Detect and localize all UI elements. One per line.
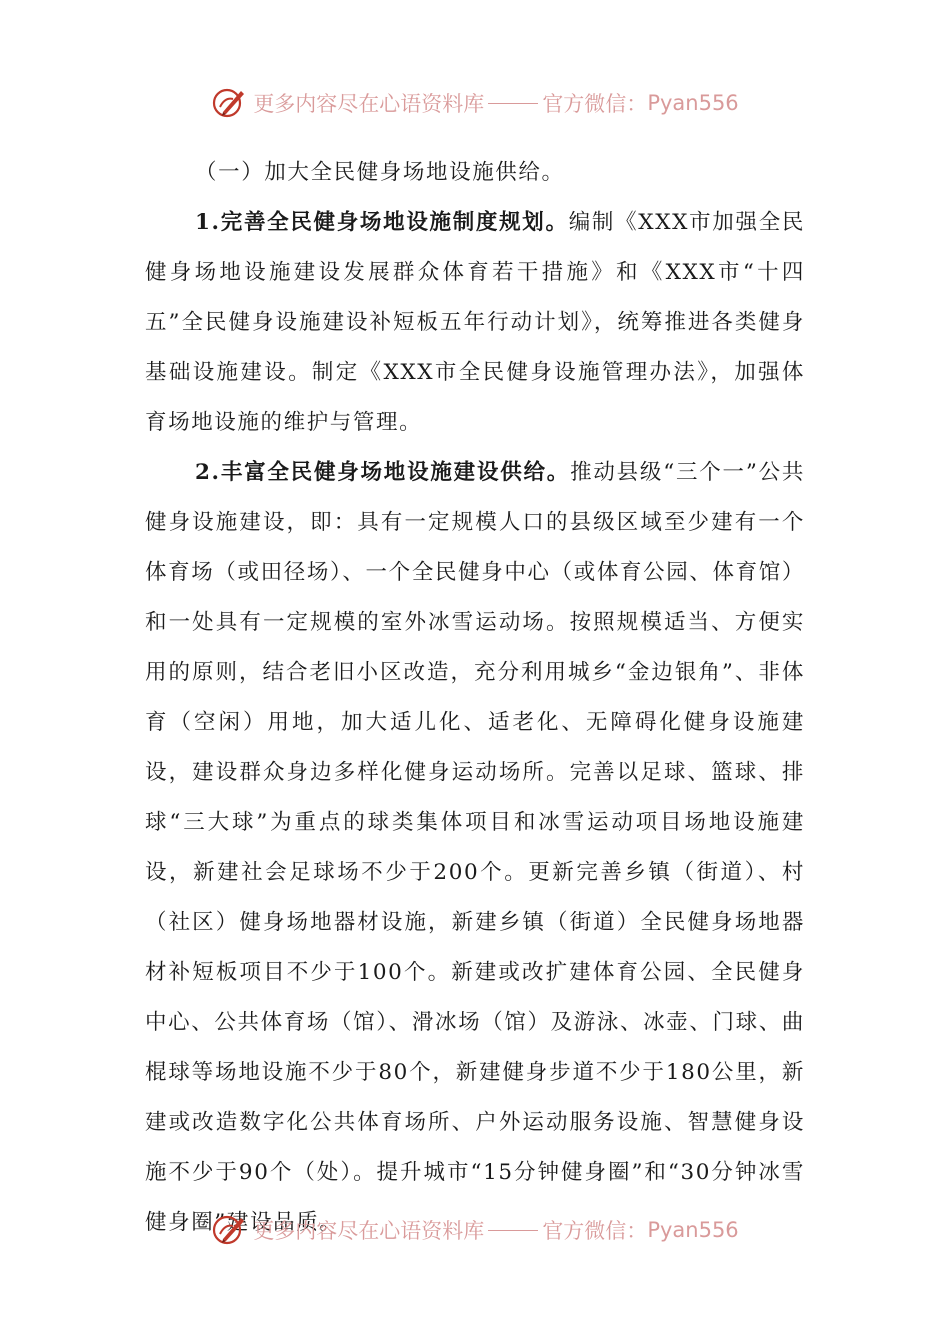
pen-logo-icon <box>211 1212 247 1248</box>
watermark-wechat-id: Pyan556 <box>647 1218 739 1242</box>
watermark-label: 官方微信： <box>542 1219 648 1243</box>
watermark-banner-bottom <box>0 1210 950 1250</box>
watermark-label: 官方微信： <box>542 92 648 116</box>
section-heading-text: （一）加大全民健身场地设施供给。 <box>195 160 565 185</box>
paragraph-2-body: 推动县级“三个一”公共健身设施建设，即：具有一定规模人口的县级区域至少建有一个体育场（或田径场）、一个全民健身中心（或体育公园、体育馆）和一处具有一定规模的室外冰雪运动场。按照规模适当、方便实用的原则，结合老旧小区改造，充分利用城乡“金边银角”、非体育（空闲）用地，加大适儿化、适老化、无障碍化健身设施建设，建设群众身边多样化健身运动场所。完善以足球、篮球、排球“三大球”为重点的球类集体项目和冰雪运动项目场地设施建设，新建社会足球场不少于200个。更新完善乡镇（街道）、村（社区）健身场地器材设施，新建乡镇（街道）全民健身场地器材补短板项目不少于100个。新建或改扩建体育公园、全民健身中心、公共体育场（馆）、滑冰场（馆）及游泳、冰壶、门球、曲棍球等场地设施不少于80个，新建健身步道不少于180公里，新建或改造数字化公共体育场所、户外运动服务设施、智慧健身设施不少于90个（处）。提升城市“15分钟健身圈”和“30分钟冰雪健身圈”建设品质。 <box>145 460 805 1235</box>
paragraph-1-lead: 1.完善全民健身场地设施制度规划。 <box>195 210 569 235</box>
paragraph-2 <box>145 448 805 1248</box>
watermark-text: 更多内容尽在心语资料库 <box>253 92 485 116</box>
watermark-text: 更多内容尽在心语资料库 <box>253 1219 485 1243</box>
paragraph-1-body: 编制《XXX市加强全民健身场地设施建设发展群众体育若干措施》和《XXX市“十四五”全民健身设施建设补短板五年行动计划》，统筹推进各类健身基础设施建设。制定《XXX市全民健身设施管理办法》，加强体育场地设施的维护与管理。 <box>145 210 805 435</box>
section-heading <box>145 148 805 198</box>
document-body <box>145 148 805 1248</box>
paragraph-2-lead: 2.丰富全民健身场地设施建设供给。 <box>195 460 571 485</box>
watermark-separator <box>488 1230 538 1231</box>
watermark-wechat-id: Pyan556 <box>647 91 739 115</box>
pen-logo-icon <box>211 85 247 121</box>
watermark-separator <box>488 103 538 104</box>
paragraph-1 <box>145 198 805 448</box>
watermark-banner-top <box>0 83 950 123</box>
